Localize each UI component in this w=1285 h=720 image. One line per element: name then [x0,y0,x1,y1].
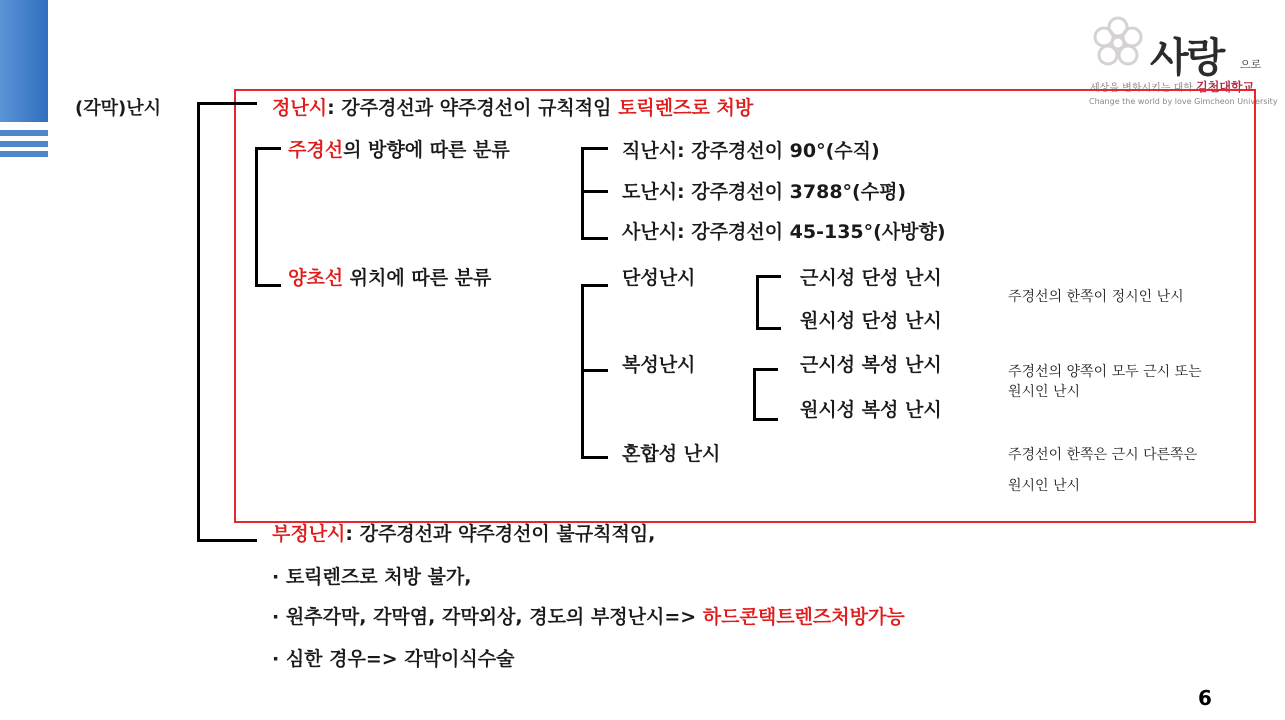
mixed-note-line1: 주경선이 한쪽은 근시 다른쪽은 [1008,447,1198,463]
connector [197,102,257,105]
connector [581,369,608,372]
irregular-name: 부정난시 [272,523,346,545]
irregular-bullet-2-red: 하드콘택트렌즈처방가능 [702,606,905,628]
logo-tagline-plain: 세상을 변화시키는 대학 [1090,83,1197,94]
mixed-note-line2: 원시인 난시 [1008,478,1081,494]
connector [581,284,608,287]
compound-myopic-item: 근시성 복성 난시 [800,354,942,376]
connector [197,539,257,542]
root-label: (각막)난시 [75,98,162,119]
irregular-bullet-1: · 토릭렌즈로 처방 불가, [272,566,472,588]
focal-heading-rest: 위치에 따른 분류 [343,267,492,289]
simple-astigmatism: 단성난시 [622,267,696,289]
page-number: 6 [1198,686,1212,710]
connector [753,368,778,371]
compound-note-line2: 원시인 난시 [1008,384,1081,400]
connector [197,102,200,541]
simple-note: 주경선의 한쪽이 정시인 난시 [1008,289,1184,305]
irregular-desc: : 강주경선과 약주경선이 불규칙적임, [345,523,656,545]
simple-myopic-item: 근시성 단성 난시 [800,267,942,289]
axis-classification-heading [288,135,510,162]
simple-hyperopic-item: 원시성 단성 난시 [800,310,942,332]
irregular-astigmatism-line [272,519,655,546]
focal-classification-heading [288,263,491,290]
connector [756,275,781,278]
connector [255,147,258,287]
connector [581,237,608,240]
compound-hyperopic-item: 원시성 복성 난시 [800,399,942,421]
axis-heading-rest: 의 방향에 따른 분류 [343,139,510,161]
axis-heading-red: 주경선 [288,139,344,161]
focal-heading-red: 양초선 [288,267,344,289]
irregular-bullet-3: · 심한 경우=> 각막이식수술 [272,648,515,670]
connector [581,190,608,193]
connector [581,147,584,240]
logo-english: Change the world by love Gimcheon University [1089,97,1278,106]
against-the-rule-item: 도난시: 강주경선이 3788°(수평) [622,181,907,203]
logo-suffix-text: 으로 [1240,58,1262,71]
connector [753,418,778,421]
mixed-astigmatism: 혼합성 난시 [622,443,721,465]
irregular-bullet-2 [272,602,905,629]
connector [756,327,781,330]
compound-astigmatism: 복성난시 [622,354,696,376]
compound-note-line1: 주경선의 양쪽이 모두 근시 또는 [1008,364,1202,380]
regular-name: 정난시 [272,97,328,119]
connector [255,284,281,287]
connector [581,147,608,150]
logo-tagline-brand: 김천대학교 [1196,80,1255,94]
regular-astigmatism-line [272,93,753,120]
regular-treatment: 토릭렌즈로 처방 [618,97,754,119]
irregular-bullet-2-plain: · 원추각막, 각막염, 각막외상, 경도의 부정난시=> [272,606,703,628]
with-the-rule-item: 직난시: 강주경선이 90°(수직) [622,140,880,162]
regular-desc: : 강주경선과 약주경선이 규칙적임 [327,97,619,119]
logo-main-text: 사랑 [1150,34,1224,81]
oblique-item: 사난시: 강주경선이 45-135°(사방향) [622,221,946,243]
connector [753,368,756,421]
connector [756,275,759,330]
connector [255,147,281,150]
connector [581,456,608,459]
